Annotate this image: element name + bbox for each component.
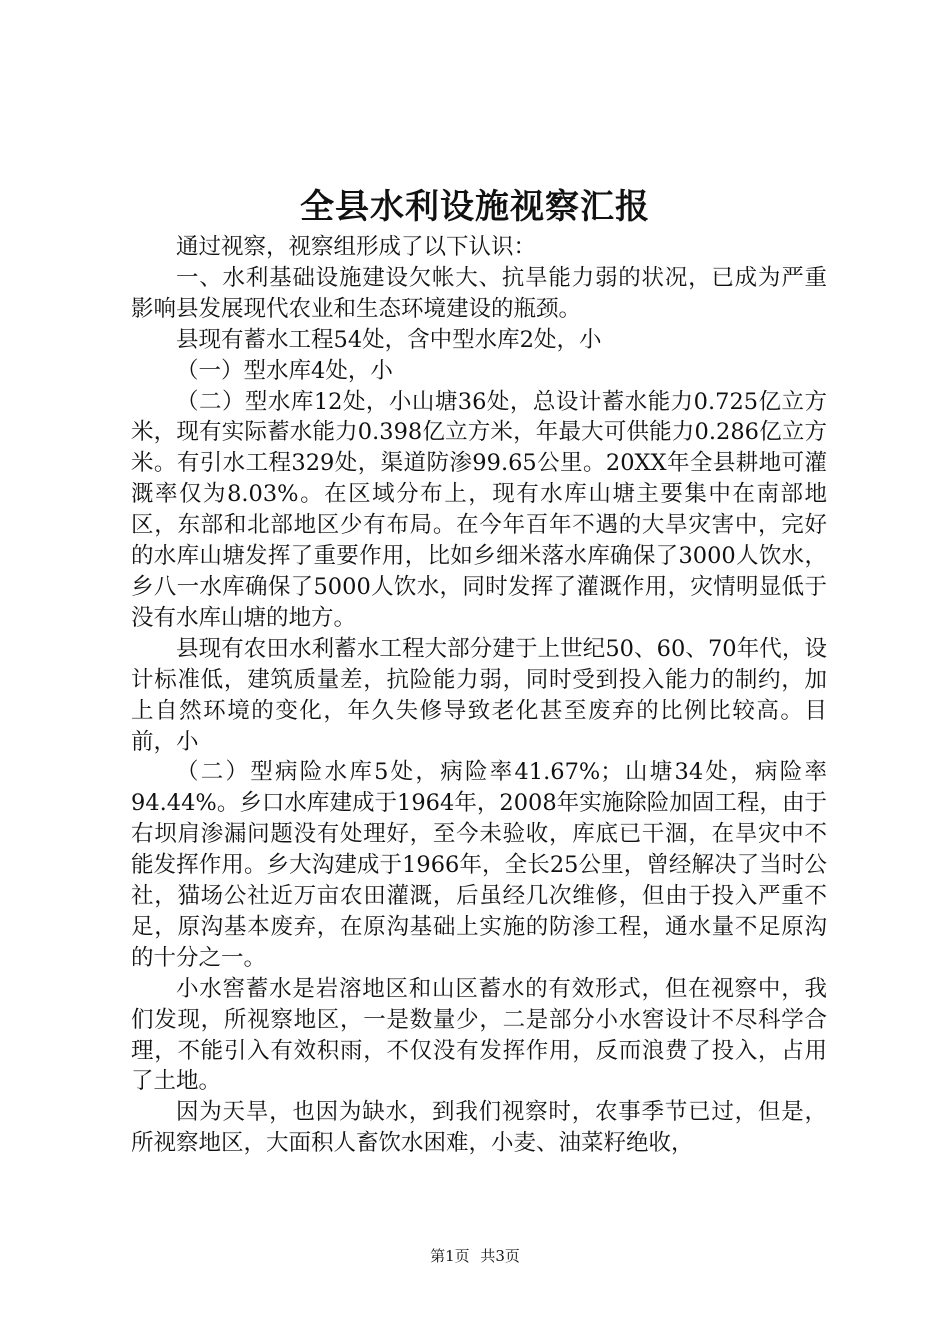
paragraph: （二）型水库12处，小山塘36处，总设计蓄水能力0.725亿立方米，现有实际蓄水能力0.398亿立方米，年最大可供能力0.286亿立方米。有引水工程329处，渠道防渗99.65公里。20XX年全县耕地可灌溉率仅为8.03%。在区域分布上，现有水库山塘主要集中在南部地区，东部和北部地区少有布局。在今年百年不遇的大旱灾害中，完好的水库山塘发挥了重要作用，比如乡细米落水库确保了3000人饮水，乡八一水库确保了5000人饮水，同时发挥了灌溉作用，灾情明显低于没有水库山塘的地方。 bbox=[131, 388, 827, 631]
document-title: 全县水利设施视察汇报 bbox=[300, 187, 650, 227]
paragraph: 县现有蓄水工程54处，含中型水库2处，小 bbox=[176, 326, 602, 353]
page-footer bbox=[0, 1246, 950, 1266]
paragraph: 县现有农田水利蓄水工程大部分建于上世纪50、60、70年代，设计标准低，建筑质量差，抗险能力弱，同时受到投入能力的制约，加上自然环境的变化，年久失修导致老化甚至废弃的比例比较高。目前，小 bbox=[131, 635, 827, 755]
paragraph: （一）型水库4处，小 bbox=[176, 357, 393, 384]
paragraph: 因为天旱，也因为缺水，到我们视察时，农事季节已过，但是，所视察地区，大面积人畜饮水困难，小麦、油菜籽绝收， bbox=[131, 1099, 827, 1157]
page-number: 第1页 bbox=[430, 1247, 470, 1265]
page-total: 共3页 bbox=[480, 1247, 520, 1265]
document-body bbox=[131, 232, 827, 1159]
paragraph: 通过视察，视察组形成了以下认识： bbox=[176, 234, 537, 260]
paragraph: 小水窖蓄水是岩溶地区和山区蓄水的有效形式，但在视察中，我们发现，所视察地区，一是数量少，二是部分小水窖设计不尽科学合理，不能引入有效积雨，不仅没有发挥作用，反而浪费了投入，占用了土地。 bbox=[131, 975, 827, 1095]
paragraph: （二）型病险水库5处，病险率41.67%；山塘34处，病险率94.44%。乡口水库建成于1964年，2008年实施除险加固工程，由于右坝肩渗漏问题没有处理好，至今未验收，库底已干涸，在旱灾中不能发挥作用。乡大沟建成于1966年，全长25公里，曾经解决了当时公社，猫场公社近万亩农田灌溉，后虽经几次维修，但由于投入严重不足，原沟基本废弃，在原沟基础上实施的防渗工程，通水量不足原沟的十分之一。 bbox=[131, 759, 827, 971]
paragraph: 一、水利基础设施建设欠帐大、抗旱能力弱的状况，已成为严重影响县发展现代农业和生态环境建设的瓶颈。 bbox=[131, 264, 827, 322]
